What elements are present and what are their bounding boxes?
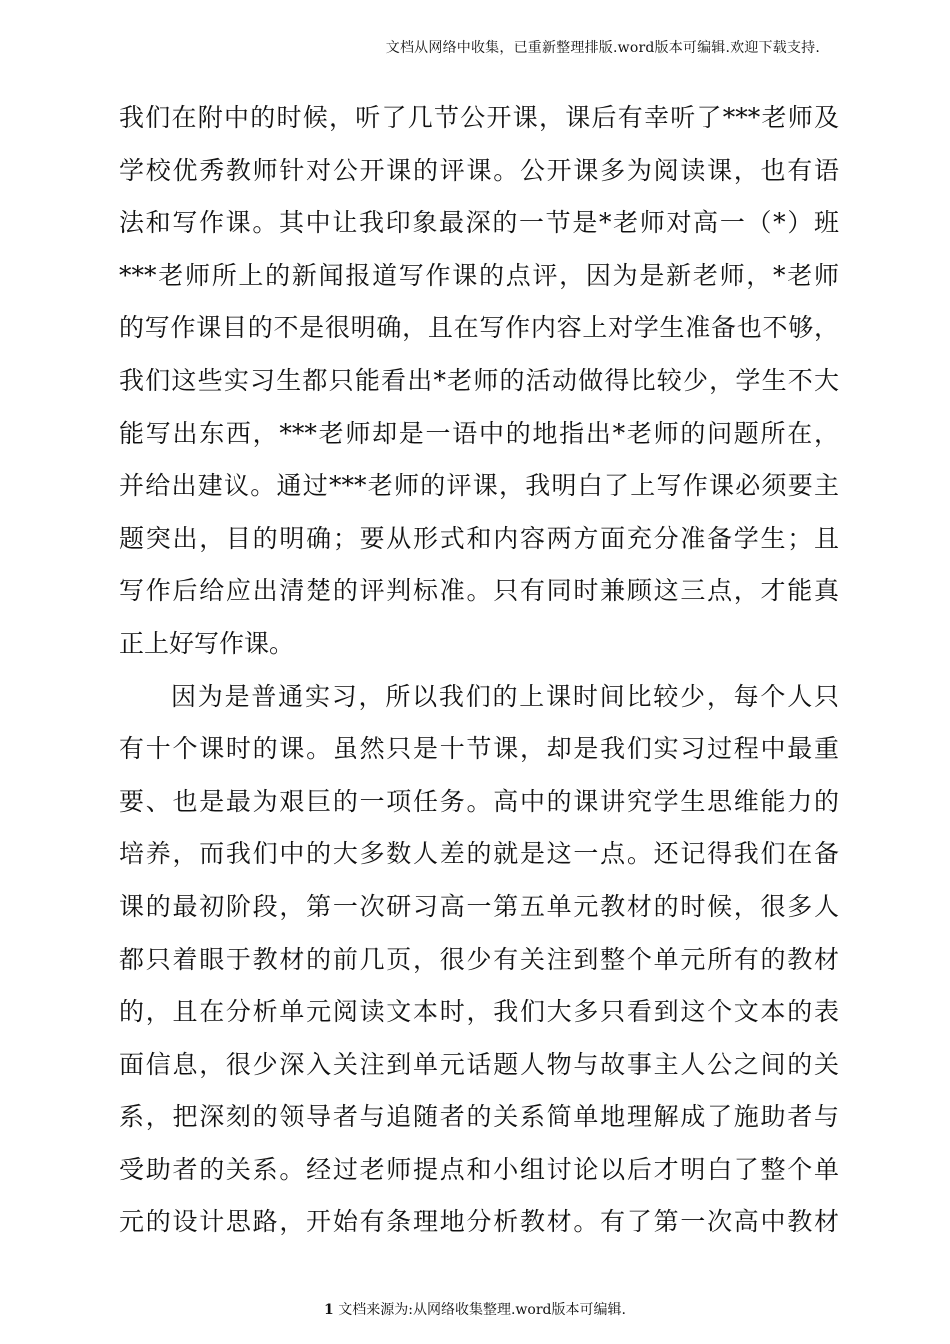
text-line: 我们这些实习生都只能看出*老师的活动做得比较少，学生不大 — [119, 365, 839, 395]
text-line: 要、也是最为艰巨的一项任务。高中的课讲究学生思维能力的 — [119, 786, 839, 816]
text-line: 系，把深刻的领导者与追随者的关系简单地理解成了施助者与 — [119, 1102, 839, 1132]
page-header — [386, 38, 820, 58]
text-line: 面信息，很少深入关注到单元话题人物与故事主人公之间的关 — [119, 1049, 839, 1079]
text-line: 因为是普通实习，所以我们的上课时间比较少，每个人只 — [171, 681, 839, 711]
text-line: 写作后给应出清楚的评判标准。只有同时兼顾这三点，才能真 — [119, 576, 839, 606]
text-line: 培养，而我们中的大多数人差的就是这一点。还记得我们在备 — [119, 839, 839, 869]
text-line: 能写出东西，***老师却是一语中的地指出*老师的问题所在， — [119, 418, 839, 448]
document-body — [119, 92, 839, 1249]
text-line: 并给出建议。通过***老师的评课，我明白了上写作课必须要主 — [119, 471, 839, 501]
paragraph-2 — [119, 671, 839, 1250]
text-line: 课的最初阶段，第一次研习高一第五单元教材的时候，很多人 — [119, 891, 839, 921]
footer-text: 文档来源为:从网络收集整理.word版本可编辑. — [338, 1302, 626, 1318]
text-line: 我们在附中的时候，听了几节公开课，课后有幸听了***老师及 — [119, 103, 839, 132]
text-line: 的，且在分析单元阅读文本时，我们大多只看到这个文本的表 — [119, 997, 839, 1027]
text-line: 的写作课目的不是很明确，且在写作内容上对学生准备也不够， — [119, 313, 839, 343]
text-line: ***老师所上的新闻报道写作课的点评，因为是新老师，*老师 — [119, 260, 839, 290]
text-line: 正上好写作课。 — [119, 628, 295, 658]
text-line: 学校优秀教师针对公开课的评课。公开课多为阅读课，也有语 — [119, 155, 839, 185]
page-footer — [0, 1300, 950, 1320]
text-line: 题突出，目的明确；要从形式和内容两方面充分准备学生；且 — [119, 523, 839, 553]
page-number: 1 — [324, 1302, 334, 1318]
header-text: 文档从网络中收集，已重新整理排版.word版本可编辑.欢迎下载支持. — [385, 40, 820, 56]
text-line: 都只着眼于教材的前几页，很少有关注到整个单元所有的教材 — [119, 944, 839, 974]
text-line: 法和写作课。其中让我印象最深的一节是*老师对高一（*）班 — [119, 208, 839, 238]
text-line: 元的设计思路，开始有条理地分析教材。有了第一次高中教材 — [119, 1207, 839, 1237]
paragraph-1 — [119, 92, 839, 671]
text-line: 有十个课时的课。虽然只是十节课，却是我们实习过程中最重 — [119, 734, 839, 764]
text-line: 受助者的关系。经过老师提点和小组讨论以后才明白了整个单 — [119, 1154, 839, 1184]
